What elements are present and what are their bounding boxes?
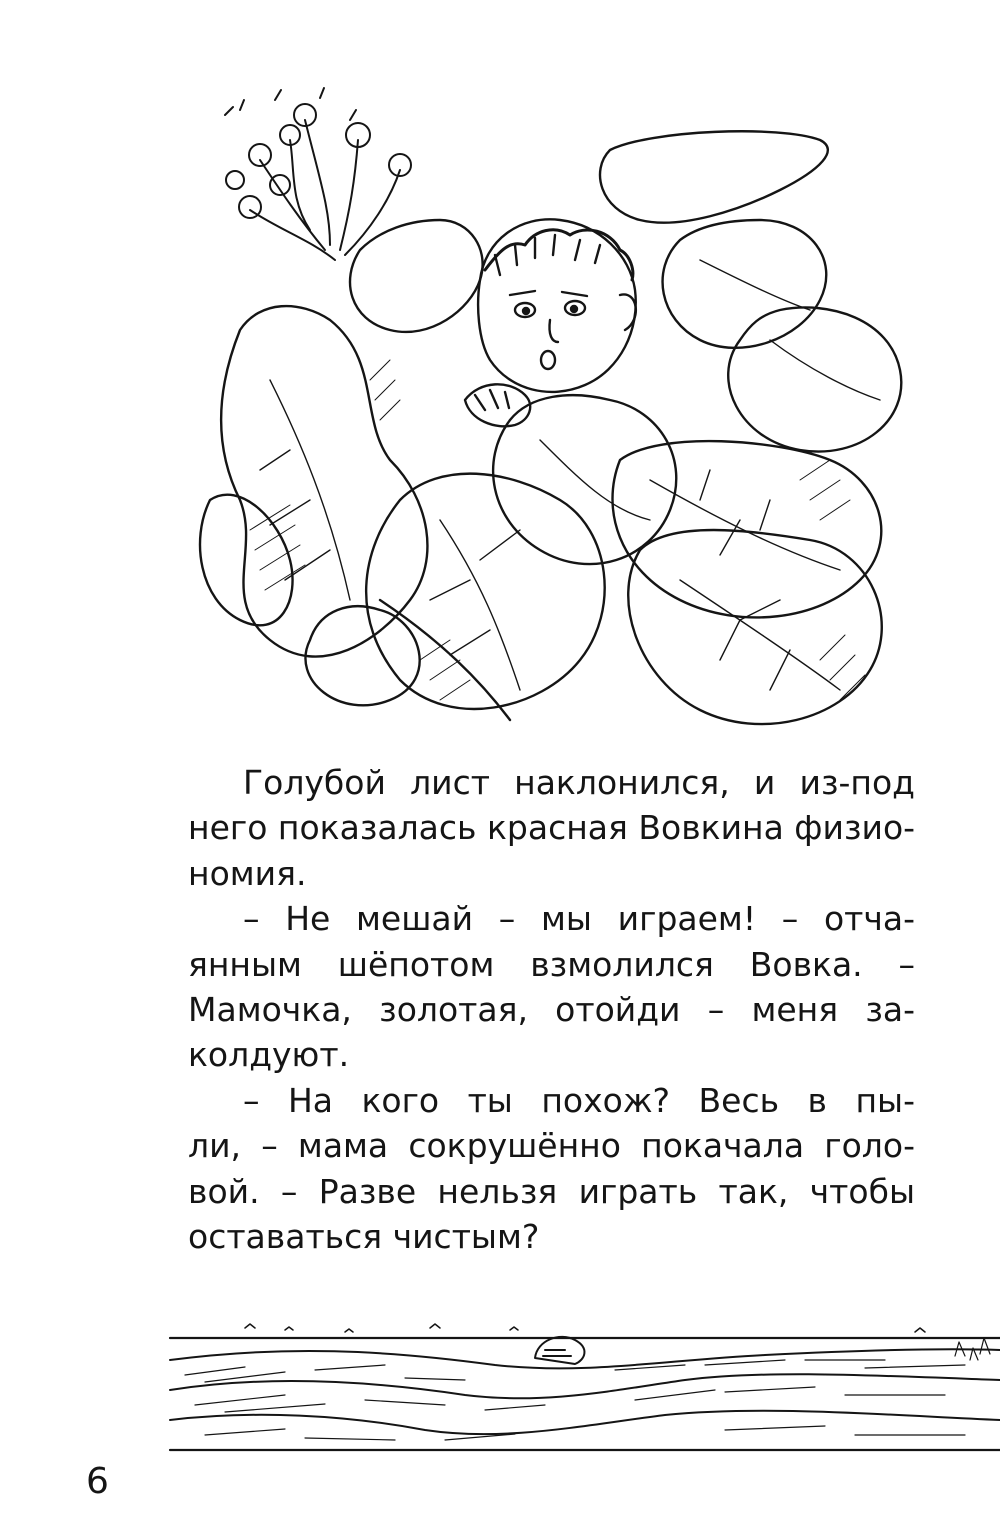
haystack — [535, 1337, 584, 1364]
text-line: колдуют. — [188, 1035, 350, 1075]
leaf-veins — [260, 260, 880, 690]
boy-head — [478, 219, 636, 392]
text-line: ли, – мама сокрушённо покачала голо- — [188, 1126, 915, 1166]
text-line: янным шёпотом взмолился Вовка. – — [188, 944, 915, 984]
text-line: Мамочка, золотая, отойди – меня за- — [188, 989, 915, 1029]
text-line: Голубой лист наклонился, и из-под — [243, 763, 915, 802]
boy-in-burdock-leaves-illustration — [180, 80, 925, 730]
page-number: 6 — [86, 1461, 109, 1502]
text-line: – На кого ты похож? Весь в пы- — [243, 1080, 915, 1120]
text-line: номия. — [188, 853, 307, 893]
boy-hands — [465, 384, 530, 426]
text-line: оставаться чистым? — [188, 1216, 540, 1256]
birds — [245, 1324, 925, 1332]
landscape-hills-illustration — [165, 1320, 1000, 1460]
story-text — [188, 760, 915, 1259]
hatch-shading — [250, 360, 865, 700]
text-line: – Не мешай – мы играем! – отча- — [243, 899, 915, 939]
text-line: вой. – Разве нельзя играть так, чтобы — [188, 1171, 915, 1211]
text-line: него показалась красная Вовкина физио- — [188, 808, 916, 848]
